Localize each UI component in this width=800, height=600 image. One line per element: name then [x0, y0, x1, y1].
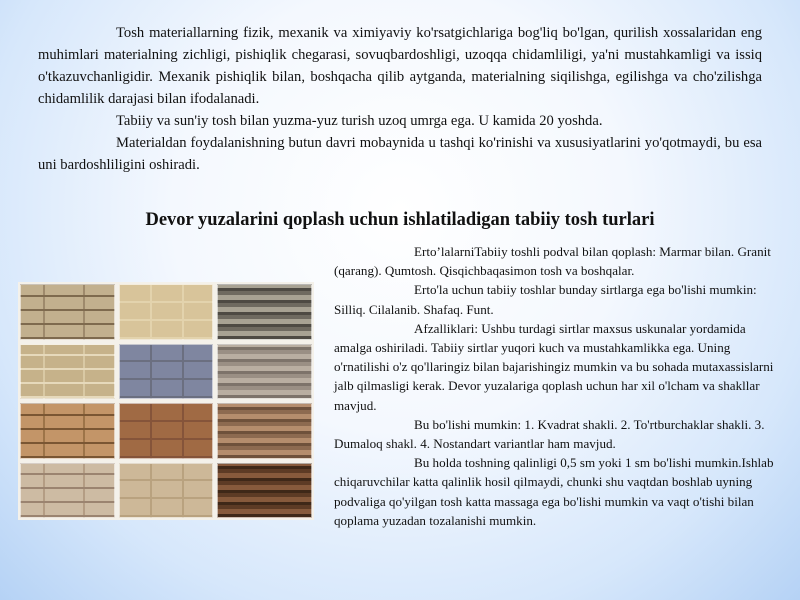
intro-paragraph-3: Materialdan foydalanishning butun davri mobaynida u tashqi ko'rinishi va xususiyatlarini yo'qotmaydi, bu esa uni bardoshliligini oshiradi. — [38, 135, 762, 173]
stone-tile — [217, 344, 312, 400]
stone-tile — [217, 284, 312, 340]
stone-tile — [119, 284, 214, 340]
section-title: Devor yuzalarini qoplash uchun ishlatiladigan tabiiy tosh turlari — [145, 210, 655, 230]
right-paragraph-4: Bu bo'lishi mumkin: 1. Kvadrat shakli. 2. To'rtburchaklar shakli. 3. Dumaloq shakl. 4. Nostandart variantlar ham mavjud. — [334, 416, 765, 452]
stone-tile — [119, 403, 214, 459]
right-paragraph-3: Afzalliklari: Ushbu turdagi sirtlar maxsus uskunalar yordamida amalga oshiriladi. Tabiiy sirtlar yuqori kuch va mustahkamlikka ega. Uning o'rnatilishi o'z qo'llaringiz bilan bajarishingiz mumkin va bu sohada mutaxassislarni jalb qilmasligi kerak. Devor yuzalariga qoplash uchun har xil o'lcham va shakllar mavjud. — [334, 320, 774, 413]
stone-tile — [20, 284, 115, 340]
stone-tile — [20, 463, 115, 519]
stone-tile — [119, 344, 214, 400]
stone-tile — [20, 403, 115, 459]
right-paragraph-2: Erto'la uchun tabiiy toshlar bunday sirtlarga ega bo'lishi mumkin: Silliq. Cilalanib. Shafaq. Funt. — [334, 282, 757, 317]
stone-types-text — [334, 242, 780, 530]
stone-tile — [119, 463, 214, 519]
intro-paragraph-2: Tabiiy va sun'iy tosh bilan yuzma-yuz turish uzoq umrga ega. U kamida 20 yoshda. — [116, 113, 603, 129]
stone-tile — [20, 344, 115, 400]
intro-paragraph-1: Tosh materiallarning fizik, mexanik va ximiyaviy ko'rsatgichlariga bog'liq bo'lgan, qurilish xossalaridan eng muhimlari materialning zichligi, pishiqlik chegarasi, sovuqbardoshligi, uzoqqa chidamliligi, ya'ni mustahkamligi va issiq o'tkazuvchanligidir. Mexanik pishiqlik bilan, boshqacha qilib aytganda, materialning siqilishga, egilishga va cho'zilishga chidamlilik darajasi bilan ifodalanadi. — [38, 25, 762, 107]
right-paragraph-5: Bu holda toshning qalinligi 0,5 sm yoki 1 sm bo'lishi mumkin.Ishlab chiqaruvchilar katta qalinlik hosil qilmaydi, chunki shu vaqtdan boshlab uyning podvaliga qo'yilgan tosh katta massaga ega bo'lishi mumkin va vaqt o'tishi bilan qoplama yuzadan tozalanishi mumkin. — [334, 455, 774, 528]
intro-text — [38, 22, 762, 176]
stone-samples-image — [18, 282, 314, 520]
right-paragraph-1: Erto’lalarniTabiiy toshli podval bilan qoplash: Marmar bilan. Granit (qarang). Qumtosh. Qisqichbaqasimon tosh va boshqalar. — [334, 244, 771, 279]
stone-tile — [217, 403, 312, 459]
stone-tile — [217, 463, 312, 519]
